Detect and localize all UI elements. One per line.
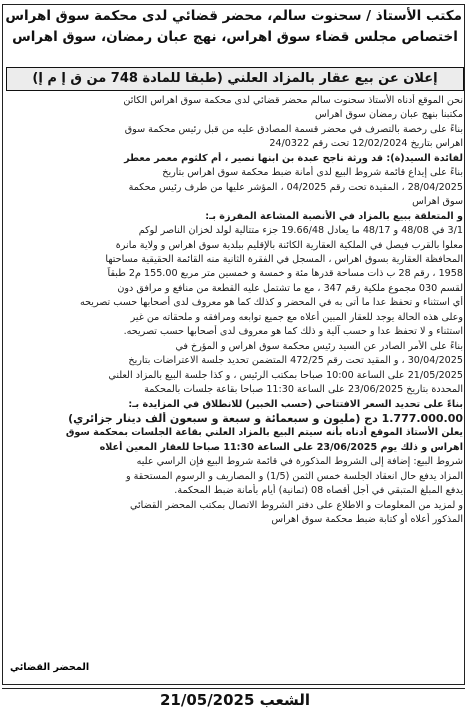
body-line: المحددة بتاريخ 23/06/2025 على الساعة 11:30 صباحا بقاعة جلسات بالمحكمة	[144, 384, 463, 396]
notice-header	[5, 6, 462, 48]
body-line: و لمزيد من المعلومات و الاطلاع على دفتر الشروط الاتصال بمكتب المحضر القضائي	[129, 499, 463, 511]
body-line: أي استثناء و تحفظ عدا ما أتى به في المحضر و كذلك كما هو معروف لدى أصحابها حسب تصريحه	[79, 297, 463, 309]
body-line: بناءً على تحديد السعر الافتتاحي (حسب الخبير) للانطلاق في المزايدة بـ:	[128, 398, 463, 410]
body-line: سوق اهراس	[412, 196, 463, 208]
body-line: 1958 ، رقم 28 ب ذات مساحة قدرها مئة و خمسة و خمسين متر مربع 155.00 م2 طبقاً	[107, 268, 463, 280]
header-office-line: مكتب الأستاذ / سحنوت سالم، محضر قضائي لدى محكمة سوق اهراس	[5, 8, 462, 24]
body-line: 21/05/2025 على الساعة 10:00 صباحا بمكتب الرئيس ، و كذا جلسة البيع بالمزاد العلني	[108, 369, 463, 381]
header-address-line: اختصاص مجلس قضاء سوق اهراس، نهج عبان رمضان، سوق اهراس	[12, 29, 458, 45]
body-line: معلوا بالقرب فيصل في الملكية العقارية الكائنة بالإقليم ببلدية سوق اهراس و ولاية مانرة	[115, 239, 463, 251]
body-line: يعلن الأستاذ الموقع أدناه بأنه سيتم البيع بالمزاد العلني بقاعة الجلسات بمحكمة سوق	[65, 427, 463, 439]
body-line: نحن الموقع أدناه الأستاذ سحنوت سالم محضر قضائي لدى محكمة سوق اهراس الكائن	[123, 95, 463, 106]
opening-price-line: 1.777.000.00 دج (مليون و سبعمائة و سبعة و سبعون ألف دينار جزائري)	[68, 411, 463, 425]
body-line: المحافظة العقارية بسوق اهراس ، المسجل في الفقرة الثانية منه القائمة الحقيقية مساحتها	[105, 253, 463, 265]
body-line: 3/1 في 48/08 و 48/17 ما يعادل 19.66/48 جزء متتالية لولد لخزان الناصر لوكم	[138, 225, 463, 237]
body-line: و المتعلقة ببيع بالمزاد في الأنصبة المشاعة المفرزة بـ:	[205, 210, 463, 222]
body-line: بناءً على الأمر الصادر عن السيد رئيس محكمة سوق اهراس و المؤرخ في	[175, 340, 463, 352]
body-line: المذكور أعلاه أو كتابة ضبط محكمة سوق اهراس	[271, 514, 463, 526]
body-line: لفائدة السيد(ة): قد ورثة ناجح عبدة بن ابنها نصير ، أم كلثوم معمر معطر	[124, 152, 463, 164]
notice-body	[7, 94, 463, 528]
body-line: وعلى هذه الحالة يوجد للعقار المبين أعلاه مع جميع توابعه ومرافقه و ملحقاته من غير	[130, 311, 463, 323]
body-line: استثناء و لا تحفظ عدا و حسب آلية و ذلك كما هو معروف لدى أصحابها حسب تصريحه.	[123, 326, 463, 338]
footer-divider	[2, 688, 465, 689]
body-line: 28/04/2025 ، المقيدة تحت رقم 04/2025 ، المؤشر عليها من طرف رئيس محكمة	[128, 181, 463, 193]
body-line: مكتبنا بنهج عبان رمضان سوق اهراس	[315, 109, 463, 121]
body-line: المزاد يدفع حال انعقاد الجلسة خمس الثمن (1/5) و المصاريف و الرسوم المستحقة و	[125, 470, 463, 482]
body-line: لقسم 030 مجموع ملكية رقم 347 ، مع ما تشتمل عليه القطعة من منافع و مرافق دون	[117, 282, 463, 294]
body-line: بناءً على رخصة بالتصرف في محضر قسمة المصادق عليه من قبل رئيس محكمة سوق	[124, 123, 463, 135]
body-line: اهراس و ذلك يوم 23/06/2025 على الساعة 11:30 صباحا للعقار المعين أعلاه	[99, 441, 463, 453]
body-line: شروط البيع: إضافة إلى الشروط المذكورة في قائمة شروط البيع فإن الراسي عليه	[136, 456, 463, 468]
body-line: اهراس بتاريخ 12/02/2024 تحت رقم 24/0322	[269, 138, 463, 150]
notice-title: إعلان عن بيع عقار بالمزاد العلني (طبقا للمادة 748 من ق إ م إ)	[6, 67, 464, 91]
body-line: بناءً على إيداع قائمة شروط البيع لدى أمانة ضبط محكمة سوق اهراس بتاريخ	[162, 167, 463, 179]
body-line: 30/04/2025 ، و المقيد تحت رقم 472/25 المتضمن تحديد جلسة الاعتراضات بتاريخ	[128, 355, 463, 367]
signer-label: المحضر القضائي	[10, 662, 90, 673]
body-line: يدفع المبلغ المتبقي في أجل أقصاه 08 (ثمانية) أيام بأمانة ضبط المحكمة.	[174, 485, 463, 497]
newspaper-footer: الشعب 21/05/2025	[159, 691, 311, 709]
